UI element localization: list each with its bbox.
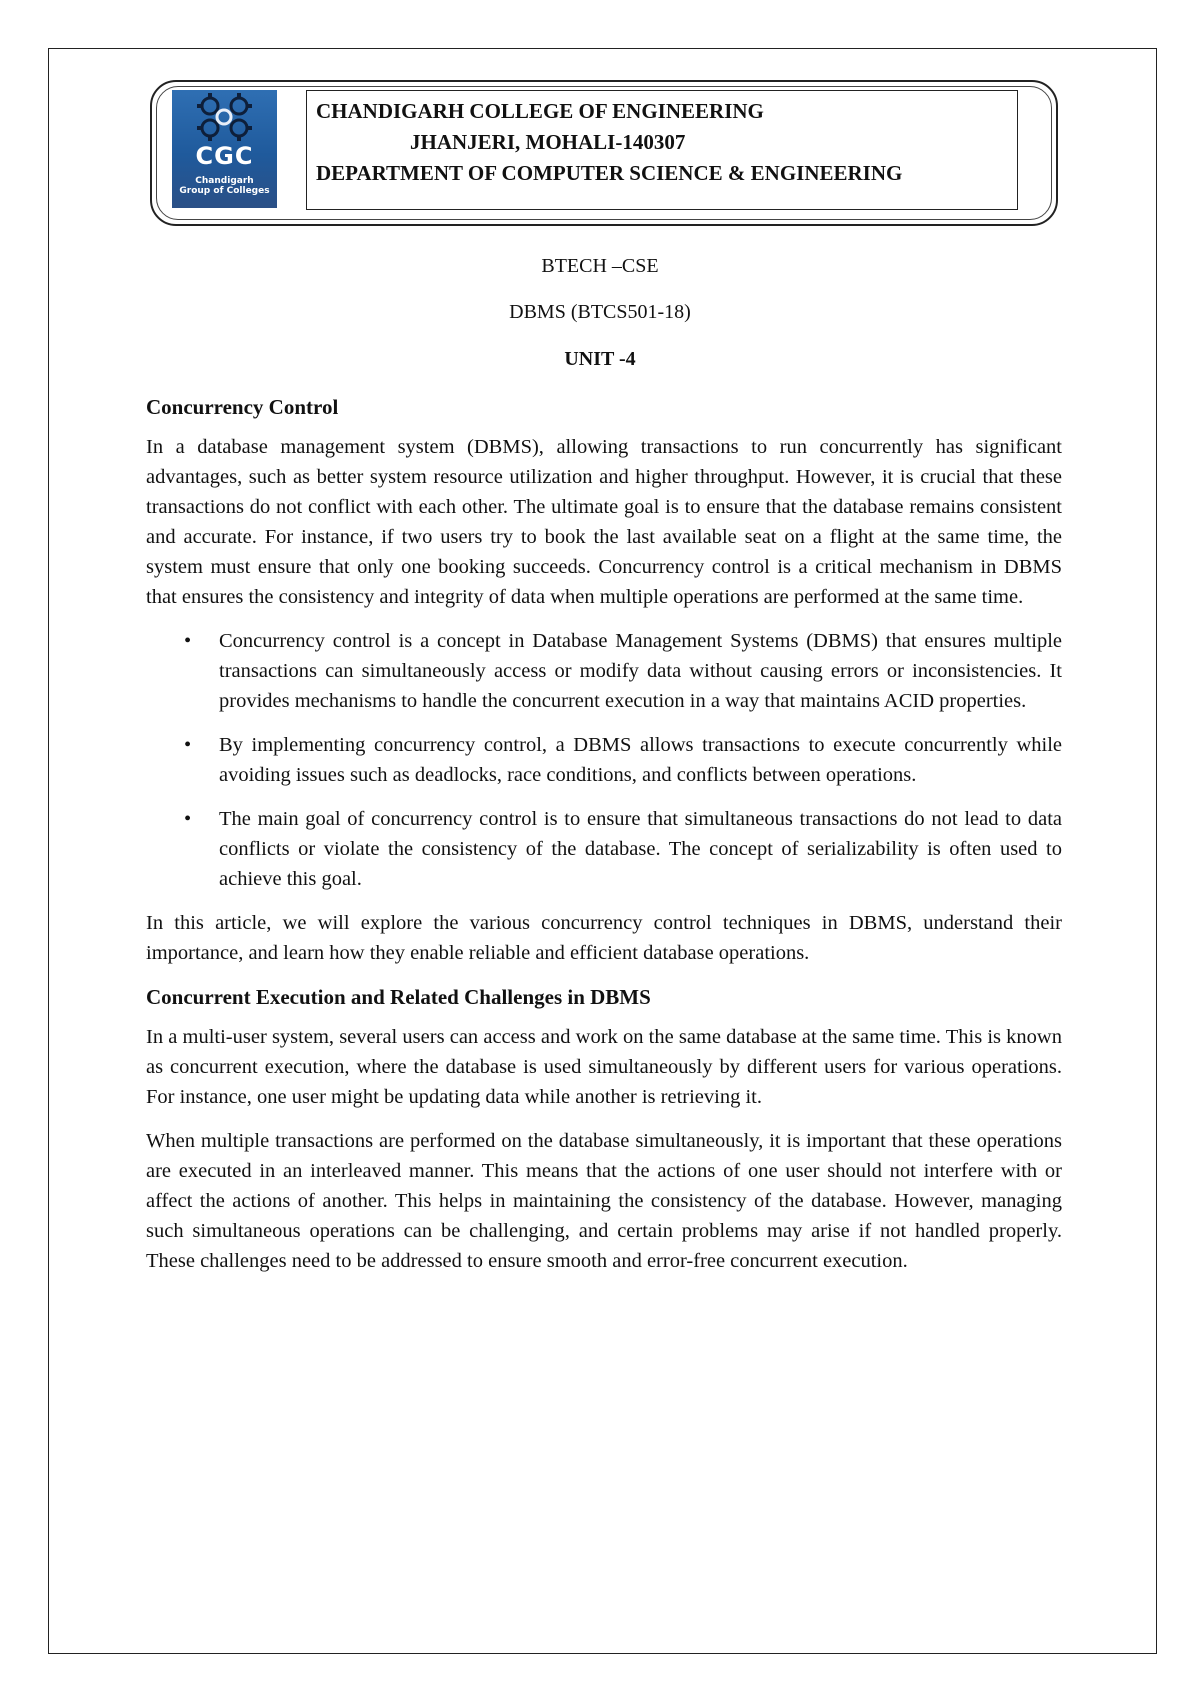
execution-paragraph-1: In a multi-user system, several users can access and work on the same database at the same time. This is known as concurrent execution, where the database is used simultaneously by different users for various operations. For instance, one user might be updating data while another is retrieving it. xyxy=(146,1026,1062,1108)
department-name: DEPARTMENT OF COMPUTER SCIENCE & ENGINEERING xyxy=(316,161,903,185)
list-item xyxy=(146,804,1062,894)
closing-paragraph: In this article, we will explore the various concurrency control techniques in DBMS, understand their importance, and learn how they enable reliable and efficient database operations. xyxy=(146,912,1062,964)
list-item-text: By implementing concurrency control, a DBMS allows transactions to execute concurrently while avoiding issues such as deadlocks, race conditions, and conflicts between operations. xyxy=(219,734,1062,786)
logo-subtitle-line1: Chandigarh xyxy=(195,176,254,186)
logo-subtitle-line2: Group of Colleges xyxy=(179,186,270,196)
section-heading-concurrency-control: Concurrency Control xyxy=(146,395,339,419)
list-item xyxy=(146,730,1062,790)
subject-label: DBMS (BTCS501-18) xyxy=(509,301,691,323)
college-address: JHANJERI, MOHALI-140307 xyxy=(410,130,686,154)
bullet-icon: • xyxy=(184,808,192,830)
bullet-icon: • xyxy=(184,630,192,652)
gear-cluster-icon xyxy=(172,90,277,146)
college-name: CHANDIGARH COLLEGE OF ENGINEERING xyxy=(316,99,764,123)
section-heading-concurrent-execution: Concurrent Execution and Related Challenges in DBMS xyxy=(146,985,651,1009)
college-logo xyxy=(172,90,277,208)
list-item xyxy=(146,626,1062,716)
logo-abbreviation: CGC xyxy=(195,142,254,170)
program-label: BTECH –CSE xyxy=(541,255,659,277)
bullet-icon: • xyxy=(184,734,192,756)
bullet-list xyxy=(146,626,1062,894)
document-body xyxy=(146,392,1062,1290)
list-item-text: Concurrency control is a concept in Database Management Systems (DBMS) that ensures multiple transactions can simultaneously access or modify data without causing errors or inconsistencies. It provides mechanisms to handle the concurrent execution in a way that maintains ACID properties. xyxy=(219,630,1062,712)
intro-paragraph: In a database management system (DBMS), allowing transactions to run concurrently has significant advantages, such as better system resource utilization and higher throughput. However, it is crucial that these transactions do not conflict with each other. The ultimate goal is to ensure that the database remains consistent and accurate. For instance, if two users try to book the last available seat on a flight at the same time, the system must ensure that only one booking succeeds. Concurrency control is a critical mechanism in DBMS that ensures the consistency and integrity of data when multiple operations are performed at the same time. xyxy=(146,436,1062,608)
unit-label: UNIT -4 xyxy=(564,348,636,370)
execution-paragraph-2: When multiple transactions are performed on the database simultaneously, it is important that these operations are executed in an interleaved manner. This means that the actions of one user should not interfere with or affect the actions of another. This helps in maintaining the consistency of the database. However, managing such simultaneous operations can be challenging, and certain problems may arise if not handled properly. These challenges need to be addressed to ensure smooth and error-free concurrent execution. xyxy=(146,1130,1062,1272)
list-item-text: The main goal of concurrency control is to ensure that simultaneous transactions do not lead to data conflicts or violate the consistency of the database. The concept of serializability is often used to achieve this goal. xyxy=(219,808,1062,890)
logo-subtitle xyxy=(172,176,277,196)
